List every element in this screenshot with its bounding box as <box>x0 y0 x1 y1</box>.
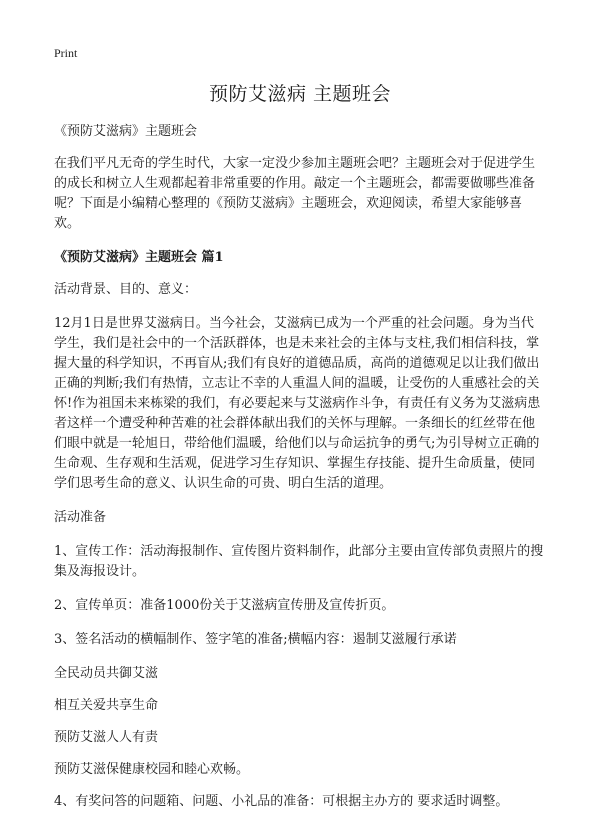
preparation-item-1: 1、宣传工作：活动海报制作、宣传图片资料制作，此部分主要由宣传部负责照片的搜集及海报设计。 <box>54 544 544 579</box>
page-title: 预防艾滋病 主题班会 <box>208 83 392 105</box>
banner-slogan-4: 预防艾滋保健康校园和睦心欢畅。 <box>54 762 250 777</box>
preparation-item-2: 2、宣传单页：准备1000份关于艾滋病宣传册及宣传折页。 <box>54 598 395 613</box>
document-body <box>54 122 546 826</box>
section-heading: 《预防艾滋病》主题班会 篇1 <box>54 250 224 265</box>
banner-slogan-2: 相互关爱共享生命 <box>54 698 159 713</box>
preparation-item-4: 4、有奖问答的问题箱、问题、小礼品的准备：可根据主办方的 要求适时调整。 <box>54 794 509 809</box>
background-paragraph: 12月1日是世界艾滋病日。当今社会，艾滋病已成为一个严重的社会问题。身为当代学生，我们是社会中的一个活跃群体，也是未来社会的主体与支柱,我们相信科技，掌握大量的科学知识，不再盲从;我们有良好的道德品质，高尚的道德观足以让我们做出正确的判断;我们有热情，立志让不幸的人重温人间的温暖，让受伤的人重感社会的关怀!作为祖国未来栋梁的我们，有必要起来与艾滋病作斗争，有责任有义务为艾滋病患者这样一个遭受种种苦难的社会群体献出我们的关怀与理解。一条细长的红丝带在他们眼中就是一轮旭日，带给他们温暖，给他们以与命运抗争的勇气;为引导树立正确的生命观、生存观和生活观，促进学习生存知识、掌握生存技能、提升生命质量，使同学们思考生命的意义、认识生命的可贵、明白生活的道理。 <box>54 316 541 491</box>
print-link[interactable]: Print <box>54 46 78 60</box>
document-subtitle: 《预防艾滋病》主题班会 <box>54 124 198 139</box>
activity-background-label: 活动背景、目的、意义： <box>54 282 198 297</box>
banner-slogan-1: 全民动员共御艾滋 <box>54 666 159 681</box>
intro-paragraph: 在我们平凡无奇的学生时代，大家一定没少参加主题班会吧？主题班会对于促进学生的成长和树立人生观都起着非常重要的作用。敲定一个主题班会，都需要做哪些准备呢？下面是小编精心整理的《预防艾滋病》主题班会，欢迎阅读，希望大家能够喜欢。 <box>54 156 536 231</box>
preparation-item-3: 3、签名活动的横幅制作、签字笔的准备;横幅内容：遏制艾滋履行承诺 <box>54 632 457 647</box>
activity-preparation-label: 活动准备 <box>54 510 107 525</box>
banner-slogan-3: 预防艾滋人人有责 <box>54 730 159 745</box>
